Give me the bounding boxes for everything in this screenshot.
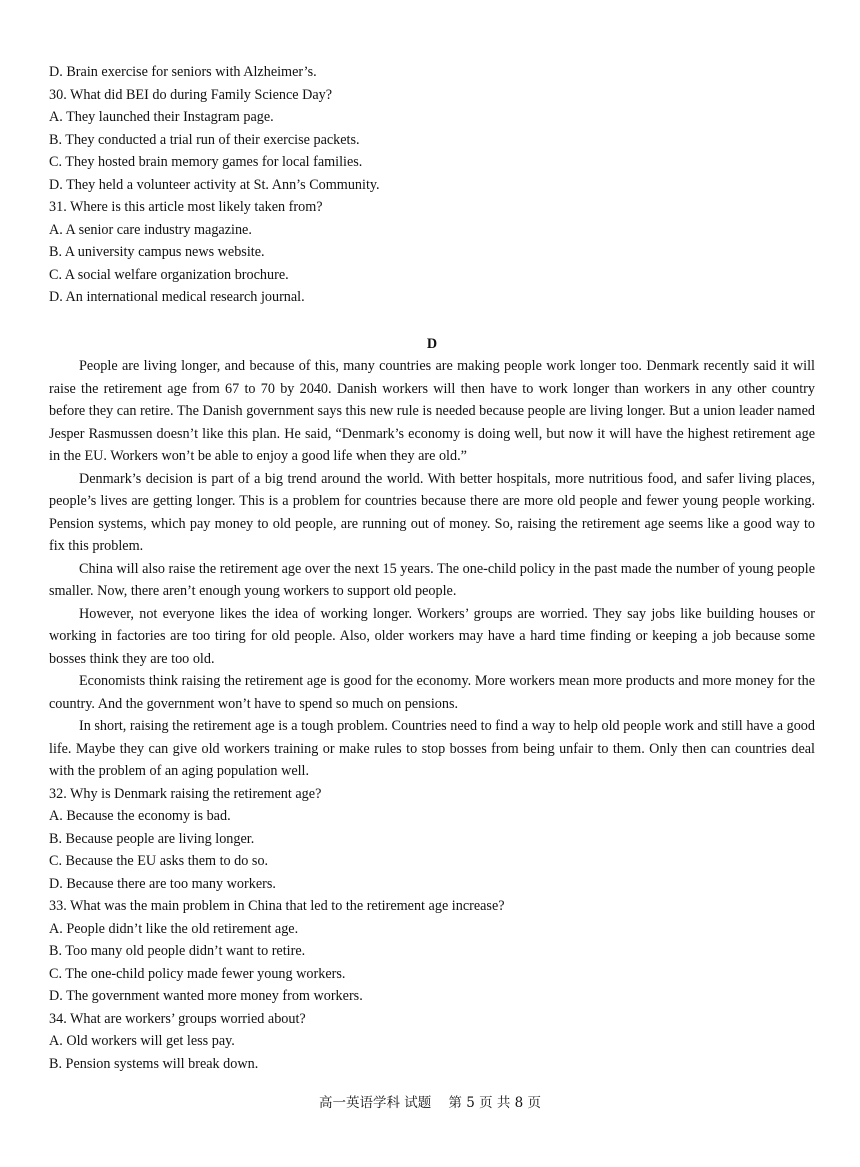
question-stem: 34. What are workers’ groups worried about? [49, 1010, 306, 1027]
option-b: B. Pension systems will break down. [49, 1055, 259, 1072]
question-33 [49, 895, 815, 1008]
previous-question-tail [49, 61, 815, 84]
passage-d [49, 333, 815, 783]
passage-paragraph: However, not everyone likes the idea of working longer. Workers’ groups are worried. They say jobs like building houses or working in factories are too tiring for old people. Also, older workers may have a hard time finding or keeping a job because some bosses think they are too old. [49, 605, 815, 667]
question-stem: 33. What was the main problem in China that led to the retirement age increase? [49, 898, 505, 914]
option-a: A. Old workers will get less pay. [49, 1033, 235, 1049]
option-c: C. The one-child policy made fewer young workers. [49, 965, 346, 982]
footer-text: 高一英语学科 试题 第 5 页 共 8 页 [318, 1095, 542, 1111]
option-a: A. People didn’t like the old retirement age. [49, 920, 299, 937]
question-32 [49, 783, 815, 896]
option-c: C. They hosted brain memory games for local families. [49, 154, 363, 170]
option-d: D. They held a volunteer activity at St. Ann’s Community. [49, 176, 380, 193]
option-text: D. Brain exercise for seniors with Alzheimer’s. [49, 64, 317, 80]
page-content [49, 61, 815, 1075]
question-stem: 31. Where is this article most likely taken from? [49, 199, 323, 215]
passage-paragraph: China will also raise the retirement age over the next 15 years. The one-child policy in the past made the number of young people smaller. Now, there aren’t enough young workers to support old people. [49, 560, 815, 599]
option-b: B. Because people are living longer. [49, 830, 255, 847]
passage-paragraph: Economists think raising the retirement age is good for the economy. More workers mean more products and more money for the country. And the government won’t have to spend so much on pensions. [49, 673, 815, 712]
section-title: D [426, 335, 438, 352]
question-30 [49, 84, 815, 197]
passage-paragraph: In short, raising the retirement age is a tough problem. Countries need to find a way to help old people work and still have a good life. Maybe they can give old workers training or make rules to stop bosses from being unfair to them. Only then can countries deal with the problem of an aging population well. [49, 718, 815, 779]
option-a: A. A senior care industry magazine. [49, 221, 252, 238]
page-footer [0, 1092, 860, 1114]
question-31 [49, 196, 815, 309]
passage-paragraph: Denmark’s decision is part of a big trend around the world. With better hospitals, more nutritious food, and safer living places, people’s lives are getting longer. This is a problem for countries because there are more old people and fewer young people working. Pension systems, which pay money to old people, are running out of money. So, raising the retirement age seems like a good way to fix this problem. [49, 470, 815, 554]
option-d: D. An international medical research journal. [49, 289, 305, 305]
option-a: A. They launched their Instagram page. [49, 109, 274, 125]
question-34 [49, 1008, 815, 1076]
option-d: D. The government wanted more money from workers. [49, 988, 363, 1004]
option-c: C. Because the EU asks them to do so. [49, 853, 269, 869]
option-b: B. A university campus news website. [49, 244, 265, 260]
option-c: C. A social welfare organization brochure. [49, 266, 289, 283]
option-b: B. They conducted a trial run of their exercise packets. [49, 131, 360, 148]
question-stem: 32. Why is Denmark raising the retirement age? [49, 785, 322, 802]
option-b: B. Too many old people didn’t want to retire. [49, 943, 306, 959]
option-a: A. Because the economy is bad. [49, 808, 231, 824]
option-d: D. Because there are too many workers. [49, 875, 276, 892]
passage-paragraph: People are living longer, and because of this, many countries are making people work longer too. Denmark recently said it will raise the retirement age from 67 to 70 by 2040. Danish workers will then have to work longer than workers in any other country before they can retire. The Danish government says this new rule is needed because people are living longer. But a union leader named Jesper Rasmussen doesn’t like this plan. He said, “Denmark’s economy is doing well, but now it will have the highest retirement age in the EU. Workers won’t be able to enjoy a good life when they are old.” [49, 358, 815, 464]
section-spacer [49, 309, 815, 333]
question-stem: 30. What did BEI do during Family Science Day? [49, 86, 333, 103]
